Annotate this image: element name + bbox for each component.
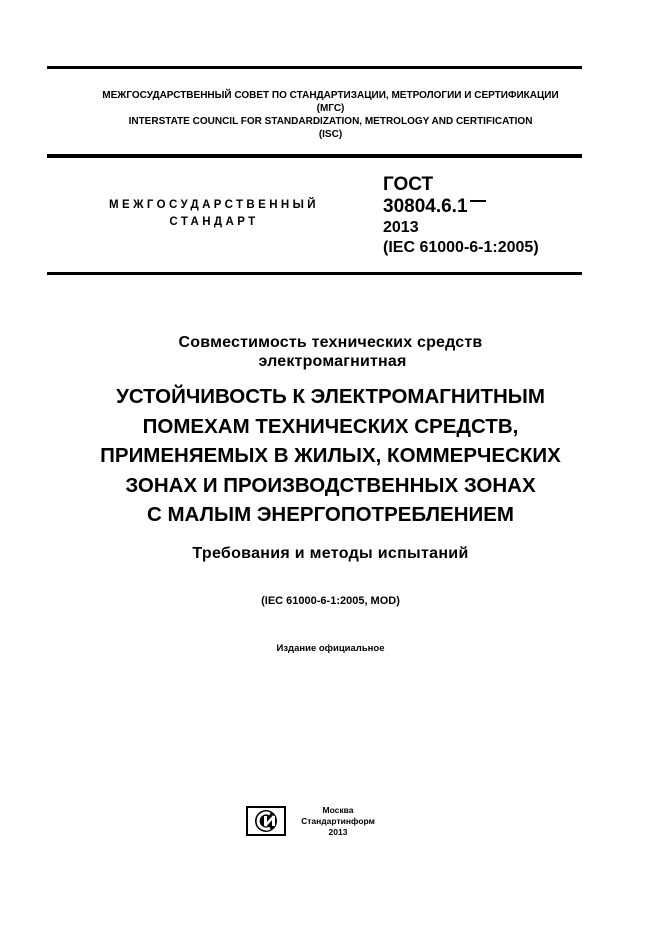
standard-kind-line1: МЕЖГОСУДАРСТВЕННЫЙ (109, 199, 319, 211)
council-name-en: INTERSTATE COUNCIL FOR STANDARDIZATION, METROLOGY AND CERTIFICATION (128, 116, 533, 127)
designation-bottom-rule (47, 272, 582, 275)
designation-dash (470, 200, 486, 202)
requirements-subtitle: Требования и методы испытаний (192, 545, 469, 562)
publisher-name: Стандартинформ (301, 816, 375, 826)
publisher-year: 2013 (328, 827, 348, 837)
council-abbr-en: (ISC) (318, 129, 343, 140)
title-line: ПОМЕХАМ ТЕХНИЧЕСКИХ СРЕДСТВ, (142, 414, 519, 438)
title-line: ЗОНАХ И ПРОИЗВОДСТВЕННЫХ ЗОНАХ (125, 473, 536, 497)
document-title (0, 382, 661, 530)
title-line: ПРИМЕНЯЕМЫХ В ЖИЛЫХ, КОММЕРЧЕСКИХ (100, 444, 561, 467)
standartinform-logo-icon (246, 806, 286, 836)
official-edition-note: Издание официальное (276, 643, 385, 654)
standard-designation (383, 174, 539, 258)
standard-kind-line2: СТАНДАРТ (169, 216, 259, 228)
standard-kind (60, 197, 368, 231)
council-abbr-ru: (МГС) (316, 103, 345, 114)
designation-iec: (IEC 61000-6-1:2005) (383, 239, 539, 256)
council-name-ru: МЕЖГОСУДАРСТВЕННЫЙ СОВЕТ ПО СТАНДАРТИЗАЦИИ, МЕТРОЛОГИИ И СЕРТИФИКАЦИИ (102, 90, 559, 101)
subtitle (0, 333, 661, 371)
header-divider-rule (47, 154, 582, 158)
designation-year: 2013 (383, 219, 419, 236)
title-line: УСТОЙЧИВОСТЬ К ЭЛЕКТРОМАГНИТНЫМ (116, 385, 545, 408)
council-header (0, 89, 661, 141)
publisher-city: Москва (322, 805, 354, 815)
designation-prefix: ГОСТ (383, 174, 434, 195)
title-line: С МАЛЫМ ЭНЕРГОПОТРЕБЛЕНИЕМ (146, 503, 514, 526)
designation-number: 30804.6.1 (383, 196, 468, 217)
designation-number-row (383, 196, 539, 218)
top-rule (47, 66, 582, 69)
subtitle-line2: электромагнитная (258, 353, 407, 370)
subtitle-line1: Совместимость технических средств (178, 334, 483, 351)
iec-modification-note: (IEC 61000-6-1:2005, MOD) (261, 595, 400, 607)
publisher-block (292, 805, 384, 838)
